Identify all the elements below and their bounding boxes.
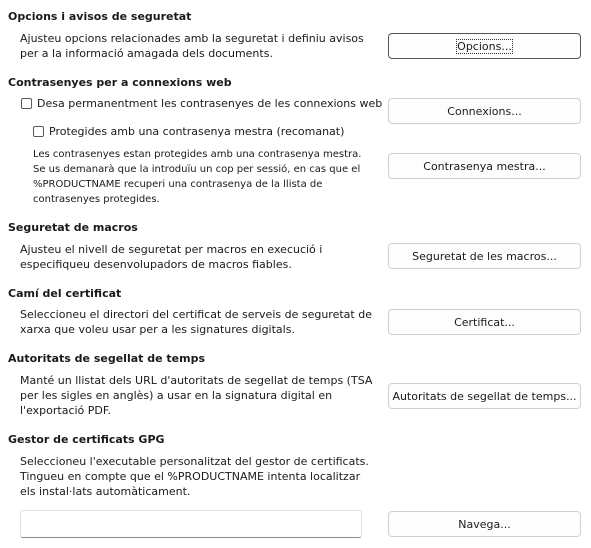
- macro-security-button-label: Seguretat de les macros...: [412, 249, 557, 263]
- persist-passwords-checkbox-row[interactable]: [21, 96, 382, 111]
- persist-passwords-label[interactable]: Desa permanentment les contrasenyes de les connexions web: [37, 97, 383, 110]
- gpg-desc-line3: els instal·lats automàticament.: [20, 485, 191, 498]
- certificate-path-desc-line1: Seleccioneu el directori del certificat de serveis de seguretat de: [20, 308, 372, 321]
- master-password-checkbox[interactable]: [33, 126, 44, 137]
- connections-button[interactable]: [388, 98, 581, 124]
- certificate-path-desc-line2: xarxa que voleu usar per a les signatures digitals.: [20, 323, 295, 336]
- gpg-desc-line1: Seleccioneu l'executable personalitzat del gestor de certificats.: [20, 455, 369, 468]
- connections-button-label: Connexions...: [447, 104, 522, 118]
- browse-button[interactable]: [388, 511, 581, 537]
- tsa-desc-line2: per les sigles en anglès) a usar en la signatura digital en: [20, 389, 333, 402]
- gpg-desc-line2: Tingueu en compte que el %PRODUCTNAME intenta localitzar: [20, 470, 361, 483]
- macro-security-heading: Seguretat de macros: [8, 221, 138, 234]
- tsa-heading: Autoritats de segellat de temps: [8, 352, 205, 365]
- certificate-button[interactable]: [388, 309, 581, 335]
- tsa-button[interactable]: [388, 383, 581, 409]
- persist-passwords-checkbox[interactable]: [21, 98, 32, 109]
- tsa-desc-line1: Manté un llistat dels URL d'autoritats de segellat de temps (TSA: [20, 374, 373, 387]
- master-password-label[interactable]: Protegides amb una contrasenya mestra (recomanat): [49, 125, 345, 138]
- macro-security-button[interactable]: [388, 243, 581, 269]
- macro-security-desc-line1: Ajusteu el nivell de seguretat per macros en execució i: [20, 243, 323, 256]
- certificate-button-label: Certificat...: [454, 315, 515, 329]
- master-password-note-line3: %PRODUCTNAME recuperi una contrasenya de la llista de: [33, 179, 323, 190]
- macro-security-desc-line2: especifiqueu desenvolupadors de macros fiables.: [20, 258, 292, 271]
- master-password-note-line4: contrasenyes protegides.: [33, 194, 160, 205]
- master-password-note-line2: Se us demanarà que la introduïu un cop per sessió, en cas que el: [33, 164, 361, 175]
- tsa-button-label: Autoritats de segellat de temps...: [392, 389, 577, 403]
- security-options-button[interactable]: [388, 33, 581, 59]
- gpg-path-input[interactable]: [20, 510, 362, 538]
- master-password-checkbox-row[interactable]: [33, 124, 344, 139]
- master-password-button[interactable]: [388, 153, 581, 179]
- browse-button-label: Navega...: [458, 517, 511, 531]
- tsa-desc-line3: l'exportació PDF.: [20, 404, 111, 417]
- gpg-heading: Gestor de certificats GPG: [8, 433, 165, 446]
- master-password-note-line1: Les contrasenyes estan protegides amb una contrasenya mestra.: [33, 149, 362, 160]
- web-passwords-heading: Contrasenyes per a connexions web: [8, 76, 232, 89]
- security-options-button-label: Opcions...: [457, 39, 512, 53]
- security-options-heading: Opcions i avisos de seguretat: [8, 10, 192, 23]
- master-password-button-label: Contrasenya mestra...: [423, 159, 546, 173]
- certificate-path-heading: Camí del certificat: [8, 287, 122, 300]
- security-options-desc-line1: Ajusteu opcions relacionades amb la seguretat i definiu avisos: [20, 32, 364, 45]
- security-options-desc-line2: per a la informació amagada dels documents.: [20, 47, 273, 60]
